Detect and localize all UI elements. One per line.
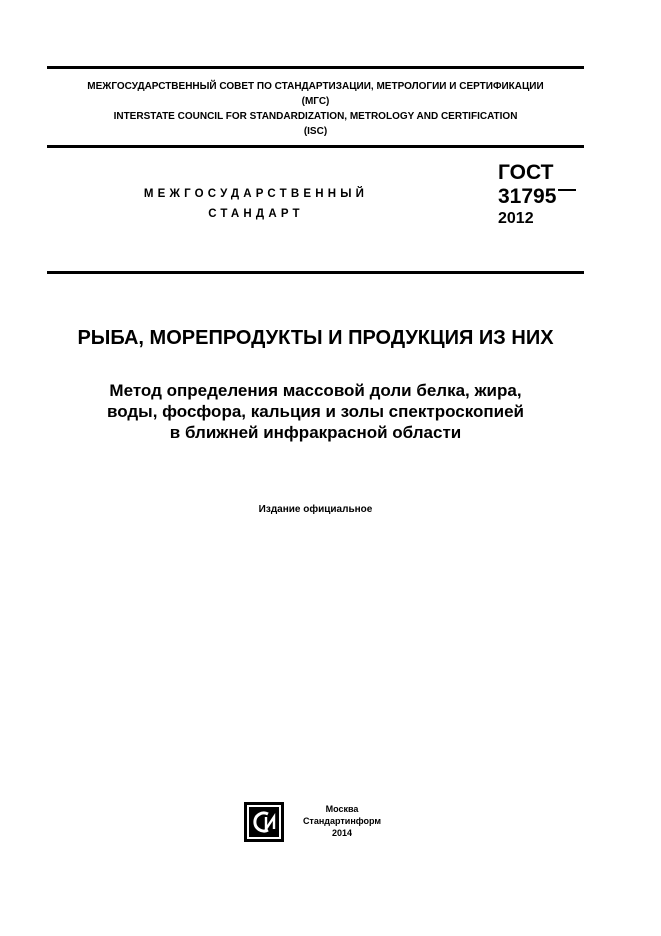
middle-rule <box>47 145 584 148</box>
gost-title: ГОСТ <box>498 161 554 184</box>
gost-year: 2012 <box>498 210 534 227</box>
publisher-year: 2014 <box>331 828 353 838</box>
gost-dash <box>558 189 576 191</box>
publisher-name: Стандартинформ <box>302 816 382 826</box>
gost-designation <box>498 161 598 229</box>
council-en-abbr: (ISC) <box>303 126 328 137</box>
bottom-rule <box>47 271 584 274</box>
standartinform-logo-icon <box>244 802 284 842</box>
subtitle-line1: Метод определения массовой доли белка, жира, <box>109 381 522 400</box>
standard-type-line1: МЕЖГОСУДАРСТВЕННЫЙ <box>143 188 369 200</box>
gost-number: 31795 <box>498 185 557 208</box>
council-ru-name: МЕЖГОСУДАРСТВЕННЫЙ СОВЕТ ПО СТАНДАРТИЗАЦИИ, МЕТРОЛОГИИ И СЕРТИФИКАЦИИ <box>87 81 544 92</box>
publisher-city: Москва <box>325 804 359 814</box>
council-header <box>47 79 584 139</box>
gost-number-row <box>498 185 598 209</box>
publisher-block <box>244 800 404 850</box>
council-ru-abbr: (МГС) <box>301 96 330 107</box>
publisher-info <box>294 803 390 839</box>
council-en-name: INTERSTATE COUNCIL FOR STANDARDIZATION, METROLOGY AND CERTIFICATION <box>113 111 518 122</box>
standard-type-label <box>110 184 402 224</box>
subtitle-line3: в ближней инфракрасной области <box>169 423 462 442</box>
subtitle-line2: воды, фосфора, кальция и золы спектроскопией <box>107 402 524 421</box>
edition-note: Издание официальное <box>258 504 373 515</box>
document-title: РЫБА, МОРЕПРОДУКТЫ И ПРОДУКЦИЯ ИЗ НИХ <box>77 327 554 349</box>
document-subtitle <box>47 380 584 443</box>
standard-type-line2: СТАНДАРТ <box>208 208 304 220</box>
top-rule <box>47 66 584 69</box>
